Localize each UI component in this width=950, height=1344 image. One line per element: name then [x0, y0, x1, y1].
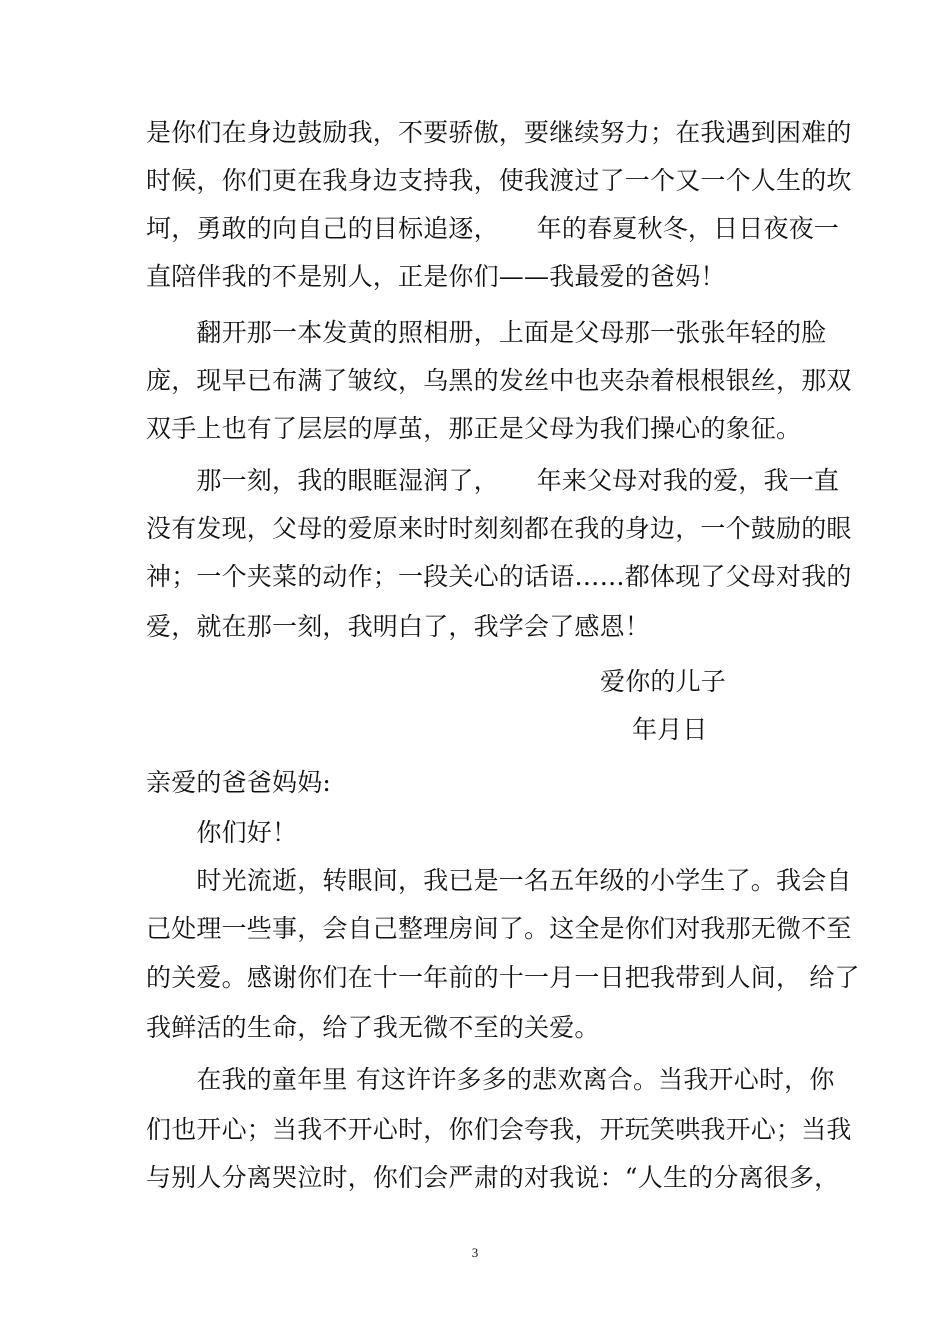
- text-line: 庞，现早已布满了皱纹，乌黑的发丝中也夹杂着根根银丝，那双: [146, 366, 852, 395]
- text-line: 与别人分离哭泣时，你们会严肃的对我说：“人生的分离很多，: [146, 1163, 840, 1192]
- signature: 爱你的儿子: [600, 667, 727, 696]
- paragraph-first-line: 在我的童年里 有这许许多多的悲欢离合。当我开心时，你: [146, 1065, 835, 1094]
- paragraph-first-line: 时光流逝，转眼间，我已是一名五年级的小学生了。我会自: [146, 866, 852, 895]
- greeting: 你们好！: [146, 818, 298, 847]
- page-number: 3: [471, 1245, 479, 1260]
- text-line: 我鲜活的生命，给了我无微不至的关爱。: [146, 1013, 600, 1042]
- text-line: 神；一个夹菜的动作；一段关心的话语……都体现了父母对我的: [146, 562, 852, 591]
- text-line: 的关爱。感谢你们在十一年前的十一月一日把我带到人间， 给了: [146, 963, 860, 992]
- date-line: 年月日: [632, 715, 708, 744]
- text-line: 时候，你们更在我身边支持我，使我渡过了一个又一个人生的坎: [146, 166, 852, 195]
- text-line: 己处理一些事，会自己整理房间了。这全是你们对我那无微不至: [146, 914, 852, 943]
- text-line: 爱，就在那一刻，我明白了，我学会了感恩！: [146, 612, 651, 641]
- salutation: 亲爱的爸爸妈妈:: [146, 768, 332, 797]
- text-line: 没有发现，父母的爱原来时时刻刻都在我的身边，一个鼓励的眼: [146, 514, 852, 543]
- paragraph-first-line: 翻开那一本发黄的照相册，上面是父母那一张张年轻的脸: [146, 318, 827, 347]
- paragraph-first-line: 那一刻，我的眼眶湿润了， 年来父母对我的爱，我一直: [146, 466, 840, 495]
- text-line: 坷，勇敢的向自己的目标追逐， 年的春夏秋冬，日日夜夜一: [146, 214, 840, 243]
- text-line: 们也开心；当我不开心时，你们会夸我，开玩笑哄我开心；当我: [146, 1115, 852, 1144]
- text-line: 双手上也有了层层的厚茧，那正是父母为我们操心的象征。: [146, 414, 802, 443]
- text-line: 直陪伴我的不是别人，正是你们——我最爱的爸妈！: [146, 262, 726, 291]
- text-line: 是你们在身边鼓励我，不要骄傲，要继续努力；在我遇到困难的: [146, 118, 852, 147]
